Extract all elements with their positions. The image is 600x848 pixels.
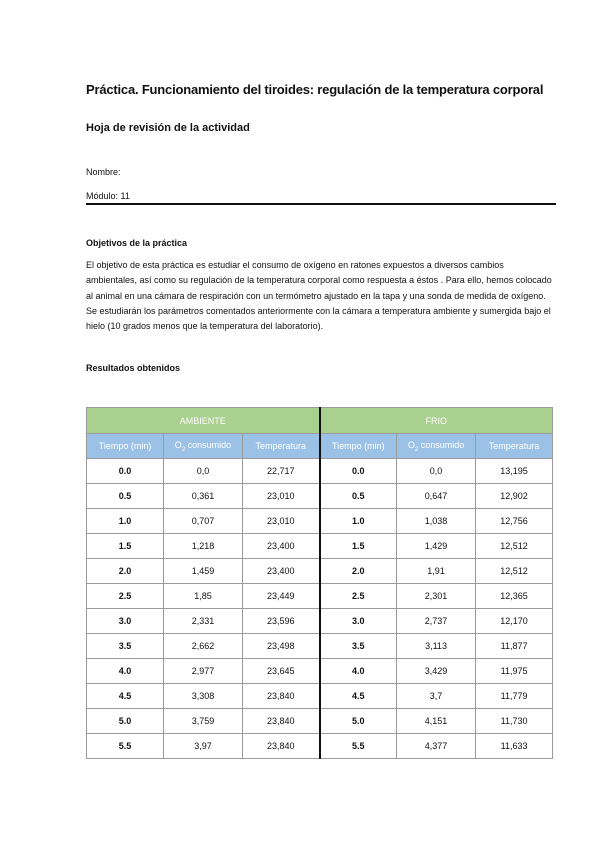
cell-temp-frio: 11,779 [476, 684, 553, 709]
cell-time-frio: 4.0 [320, 659, 397, 684]
cell-o2-ambiente: 2,977 [164, 659, 243, 684]
cell-o2-ambiente: 3,759 [164, 709, 243, 734]
column-header-temp-ambiente: Temperatura [243, 434, 320, 459]
table-row [87, 659, 553, 684]
cell-o2-ambiente: 0,707 [164, 509, 243, 534]
cell-temp-ambiente: 23,010 [243, 484, 320, 509]
cell-time-ambiente: 0.0 [87, 459, 164, 484]
cell-o2-frio: 3,7 [397, 684, 476, 709]
cell-time-frio: 4.5 [320, 684, 397, 709]
cell-temp-ambiente: 23,400 [243, 534, 320, 559]
cell-o2-ambiente: 2,662 [164, 634, 243, 659]
cell-o2-frio: 0,647 [397, 484, 476, 509]
cell-o2-ambiente: 0,361 [164, 484, 243, 509]
modulo-field-label: Módulo: 11 [86, 191, 130, 201]
cell-temp-frio: 12,365 [476, 584, 553, 609]
cell-o2-ambiente: 3,308 [164, 684, 243, 709]
results-table [86, 407, 553, 759]
cell-time-frio: 3.5 [320, 634, 397, 659]
cell-time-ambiente: 5.0 [87, 709, 164, 734]
cell-time-frio: 0.0 [320, 459, 397, 484]
column-header-o2-ambiente: $O_2$ consumido [164, 434, 243, 459]
column-header-o2-frio: $O_2$ consumido [397, 434, 476, 459]
cell-time-frio: 2.5 [320, 584, 397, 609]
cell-time-ambiente: 3.0 [87, 609, 164, 634]
column-header-temp-frio: Temperatura [476, 434, 553, 459]
cell-time-ambiente: 4.0 [87, 659, 164, 684]
table-row [87, 709, 553, 734]
cell-time-frio: 1.0 [320, 509, 397, 534]
cell-time-ambiente: 2.0 [87, 559, 164, 584]
cell-time-ambiente: 2.5 [87, 584, 164, 609]
table-row [87, 559, 553, 584]
group-header-ambiente: AMBIENTE [87, 408, 320, 434]
cell-time-frio: 3.0 [320, 609, 397, 634]
table-row [87, 609, 553, 634]
cell-temp-ambiente: 23,840 [243, 709, 320, 734]
cell-o2-frio: 1,038 [397, 509, 476, 534]
group-header-frio: FRIO [320, 408, 553, 434]
cell-temp-ambiente: 23,645 [243, 659, 320, 684]
cell-temp-ambiente: 23,400 [243, 559, 320, 584]
cell-temp-ambiente: 23,498 [243, 634, 320, 659]
cell-o2-ambiente: 0,0 [164, 459, 243, 484]
cell-o2-frio: 2,301 [397, 584, 476, 609]
cell-o2-frio: 1,91 [397, 559, 476, 584]
cell-o2-frio: 0,0 [397, 459, 476, 484]
table-row [87, 534, 553, 559]
cell-time-ambiente: 3.5 [87, 634, 164, 659]
cell-temp-ambiente: 22,717 [243, 459, 320, 484]
cell-o2-frio: 1,429 [397, 534, 476, 559]
cell-o2-ambiente: 2,331 [164, 609, 243, 634]
results-heading: Resultados obtenidos [86, 363, 181, 373]
cell-o2-ambiente: 1,85 [164, 584, 243, 609]
cell-time-ambiente: 1.5 [87, 534, 164, 559]
cell-o2-frio: 4,151 [397, 709, 476, 734]
cell-o2-frio: 2,737 [397, 609, 476, 634]
column-header-time-frio: Tiempo (min) [320, 434, 397, 459]
cell-temp-frio: 11,633 [476, 734, 553, 759]
cell-temp-frio: 12,512 [476, 534, 553, 559]
table-row [87, 509, 553, 534]
table-row [87, 634, 553, 659]
table-row [87, 734, 553, 759]
cell-time-frio: 1.5 [320, 534, 397, 559]
cell-temp-frio: 12,512 [476, 559, 553, 584]
cell-time-ambiente: 4.5 [87, 684, 164, 709]
cell-temp-frio: 12,756 [476, 509, 553, 534]
cell-time-ambiente: 0.5 [87, 484, 164, 509]
table-row [87, 459, 553, 484]
nombre-field-label: Nombre: [86, 167, 121, 177]
cell-temp-frio: 11,975 [476, 659, 553, 684]
objectives-heading: Objetivos de la práctica [86, 238, 188, 248]
document-subtitle: Hoja de revisión de la actividad [86, 122, 250, 134]
table-row [87, 584, 553, 609]
cell-temp-frio: 13,195 [476, 459, 553, 484]
header-divider [86, 203, 556, 205]
cell-temp-frio: 11,877 [476, 634, 553, 659]
cell-time-ambiente: 5.5 [87, 734, 164, 759]
column-header-time-ambiente: Tiempo (min) [87, 434, 164, 459]
cell-time-frio: 0.5 [320, 484, 397, 509]
cell-time-frio: 5.5 [320, 734, 397, 759]
cell-temp-frio: 12,902 [476, 484, 553, 509]
document-title: Práctica. Funcionamiento del tiroides: regulación de la temperatura corporal [86, 82, 544, 97]
cell-temp-ambiente: 23,010 [243, 509, 320, 534]
table-row [87, 484, 553, 509]
table-row [87, 684, 553, 709]
cell-temp-ambiente: 23,449 [243, 584, 320, 609]
cell-o2-frio: 3,113 [397, 634, 476, 659]
cell-temp-frio: 12,170 [476, 609, 553, 634]
cell-time-frio: 2.0 [320, 559, 397, 584]
cell-temp-ambiente: 23,840 [243, 684, 320, 709]
cell-temp-ambiente: 23,596 [243, 609, 320, 634]
cell-o2-frio: 4,377 [397, 734, 476, 759]
cell-temp-frio: 11,730 [476, 709, 553, 734]
objectives-paragraph: El objetivo de esta práctica es estudiar el consumo de oxígeno en ratones expuestos a diversos cambios ambientales, así como su regulación de la temperatura corporal como respuesta a éstos . Para ello, hemos colocado al animal en una cámara de respiración con un termómetro ajustado en la tapa y una sonda de medida de oxígeno. Se estudiarán los parámetros comentados anteriormente con la cámara a temperatura ambiente y sumergida bajo el hielo (10 grados menos que la temperatura del laboratorio). [86, 260, 552, 332]
cell-time-ambiente: 1.0 [87, 509, 164, 534]
cell-o2-ambiente: 1,218 [164, 534, 243, 559]
cell-time-frio: 5.0 [320, 709, 397, 734]
cell-o2-ambiente: 1,459 [164, 559, 243, 584]
cell-temp-ambiente: 23,840 [243, 734, 320, 759]
cell-o2-frio: 3,429 [397, 659, 476, 684]
cell-o2-ambiente: 3,97 [164, 734, 243, 759]
